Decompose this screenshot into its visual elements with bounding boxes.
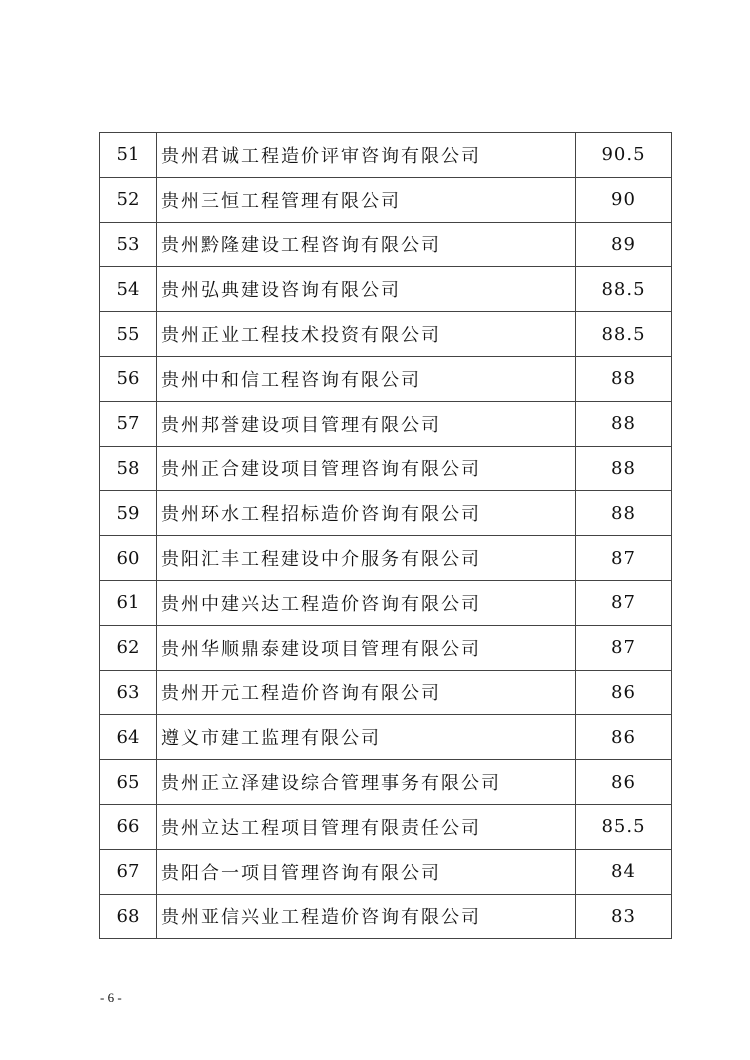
score-value: 84 bbox=[576, 849, 672, 894]
table-row bbox=[100, 267, 672, 312]
company-name: 贵州三恒工程管理有限公司 bbox=[157, 177, 576, 222]
company-name: 贵州邦誉建设项目管理有限公司 bbox=[157, 401, 576, 446]
table-row bbox=[100, 849, 672, 894]
company-name: 贵州弘典建设咨询有限公司 bbox=[157, 267, 576, 312]
row-number: 56 bbox=[100, 356, 157, 401]
table-row bbox=[100, 356, 672, 401]
table-row bbox=[100, 222, 672, 267]
company-name: 贵阳汇丰工程建设中介服务有限公司 bbox=[157, 536, 576, 581]
score-value: 86 bbox=[576, 670, 672, 715]
page-number: - 6 - bbox=[100, 990, 122, 1005]
score-value: 88.5 bbox=[576, 267, 672, 312]
company-name: 贵州正合建设项目管理咨询有限公司 bbox=[157, 446, 576, 491]
table-row bbox=[100, 625, 672, 670]
table-row bbox=[100, 760, 672, 805]
company-name: 贵州开元工程造价咨询有限公司 bbox=[157, 670, 576, 715]
row-number: 51 bbox=[100, 133, 157, 178]
table-row bbox=[100, 804, 672, 849]
score-value: 89 bbox=[576, 222, 672, 267]
row-number: 58 bbox=[100, 446, 157, 491]
row-number: 54 bbox=[100, 267, 157, 312]
row-number: 53 bbox=[100, 222, 157, 267]
score-value: 87 bbox=[576, 625, 672, 670]
row-number: 60 bbox=[100, 536, 157, 581]
company-name: 贵州华顺鼎泰建设项目管理有限公司 bbox=[157, 625, 576, 670]
ranking-table-body bbox=[100, 133, 672, 939]
score-value: 86 bbox=[576, 715, 672, 760]
score-value: 86 bbox=[576, 760, 672, 805]
table-row bbox=[100, 446, 672, 491]
row-number: 59 bbox=[100, 491, 157, 536]
company-name: 贵州正业工程技术投资有限公司 bbox=[157, 312, 576, 357]
score-value: 88 bbox=[576, 446, 672, 491]
company-name: 贵州黔隆建设工程咨询有限公司 bbox=[157, 222, 576, 267]
company-name: 贵州正立泽建设综合管理事务有限公司 bbox=[157, 760, 576, 805]
table-row bbox=[100, 580, 672, 625]
company-name: 贵阳合一项目管理咨询有限公司 bbox=[157, 849, 576, 894]
row-number: 57 bbox=[100, 401, 157, 446]
score-value: 90 bbox=[576, 177, 672, 222]
ranking-table bbox=[99, 132, 672, 939]
table-row bbox=[100, 536, 672, 581]
score-value: 88.5 bbox=[576, 312, 672, 357]
company-name: 贵州立达工程项目管理有限责任公司 bbox=[157, 804, 576, 849]
company-name: 贵州中建兴达工程造价咨询有限公司 bbox=[157, 580, 576, 625]
company-name: 贵州君诚工程造价评审咨询有限公司 bbox=[157, 133, 576, 178]
score-value: 90.5 bbox=[576, 133, 672, 178]
row-number: 66 bbox=[100, 804, 157, 849]
row-number: 62 bbox=[100, 625, 157, 670]
table-row bbox=[100, 177, 672, 222]
table-row bbox=[100, 401, 672, 446]
score-value: 87 bbox=[576, 580, 672, 625]
row-number: 65 bbox=[100, 760, 157, 805]
row-number: 68 bbox=[100, 894, 157, 939]
company-name: 遵义市建工监理有限公司 bbox=[157, 715, 576, 760]
row-number: 64 bbox=[100, 715, 157, 760]
score-value: 88 bbox=[576, 401, 672, 446]
table-row bbox=[100, 491, 672, 536]
table-row bbox=[100, 715, 672, 760]
company-name: 贵州亚信兴业工程造价咨询有限公司 bbox=[157, 894, 576, 939]
table-row bbox=[100, 312, 672, 357]
score-value: 85.5 bbox=[576, 804, 672, 849]
table-row bbox=[100, 894, 672, 939]
company-name: 贵州环水工程招标造价咨询有限公司 bbox=[157, 491, 576, 536]
score-value: 87 bbox=[576, 536, 672, 581]
score-value: 88 bbox=[576, 491, 672, 536]
row-number: 55 bbox=[100, 312, 157, 357]
row-number: 52 bbox=[100, 177, 157, 222]
company-name: 贵州中和信工程咨询有限公司 bbox=[157, 356, 576, 401]
score-value: 83 bbox=[576, 894, 672, 939]
score-value: 88 bbox=[576, 356, 672, 401]
row-number: 61 bbox=[100, 580, 157, 625]
row-number: 63 bbox=[100, 670, 157, 715]
table-row bbox=[100, 133, 672, 178]
table-row bbox=[100, 670, 672, 715]
row-number: 67 bbox=[100, 849, 157, 894]
